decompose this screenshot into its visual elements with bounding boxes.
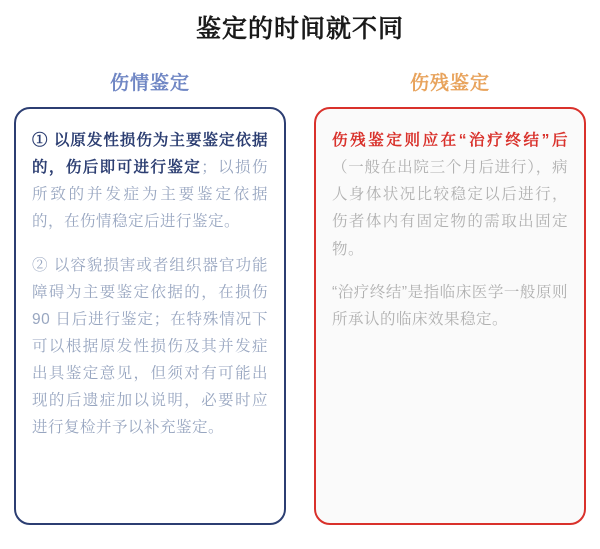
right-paragraph-1-rest: （一般在出院三个月后进行），病人身体状况比较稳定以后进行，伤者体内有固定物的需取出固定物。 xyxy=(332,159,568,258)
right-column-heading: 伤残鉴定 xyxy=(409,73,490,94)
left-paragraph-2-rest: ② 以容貌损害或者组织器官功能障碍为主要鉴定依据的，在损伤 90 日后进行鉴定；在特殊情况下可以根据原发性损伤及其并发症出具鉴定意见，但须对有可能出现的后遗症加以说明，必要时应进行复检并予以补充鉴定。 xyxy=(32,256,268,437)
page-title: 鉴定的时间就不同 xyxy=(195,15,404,43)
left-paragraph-2 xyxy=(32,252,268,442)
right-paragraph-1 xyxy=(332,127,568,263)
left-paragraph-1-rest: ；以损伤所致的并发症为主要鉴定依据的，在伤情稳定后进行鉴定。 xyxy=(32,159,268,231)
right-paragraph-2 xyxy=(332,279,568,333)
left-paragraph-1-highlight: ① 以原发性损伤为主要鉴定依据的，伤后即可进行鉴定 xyxy=(32,132,268,177)
column-left xyxy=(14,68,286,525)
right-paragraph-2-rest: “治疗终结”是指临床医学一般原则所承认的临床效果稳定。 xyxy=(332,283,568,328)
right-paragraph-1-highlight: 伤残鉴定则应在“治疗终结”后 xyxy=(332,132,568,149)
left-column-heading: 伤情鉴定 xyxy=(109,73,190,94)
left-paragraph-1 xyxy=(32,127,268,236)
right-card xyxy=(314,107,586,525)
column-right xyxy=(314,68,586,525)
columns-container xyxy=(0,68,600,525)
left-card xyxy=(14,107,286,525)
